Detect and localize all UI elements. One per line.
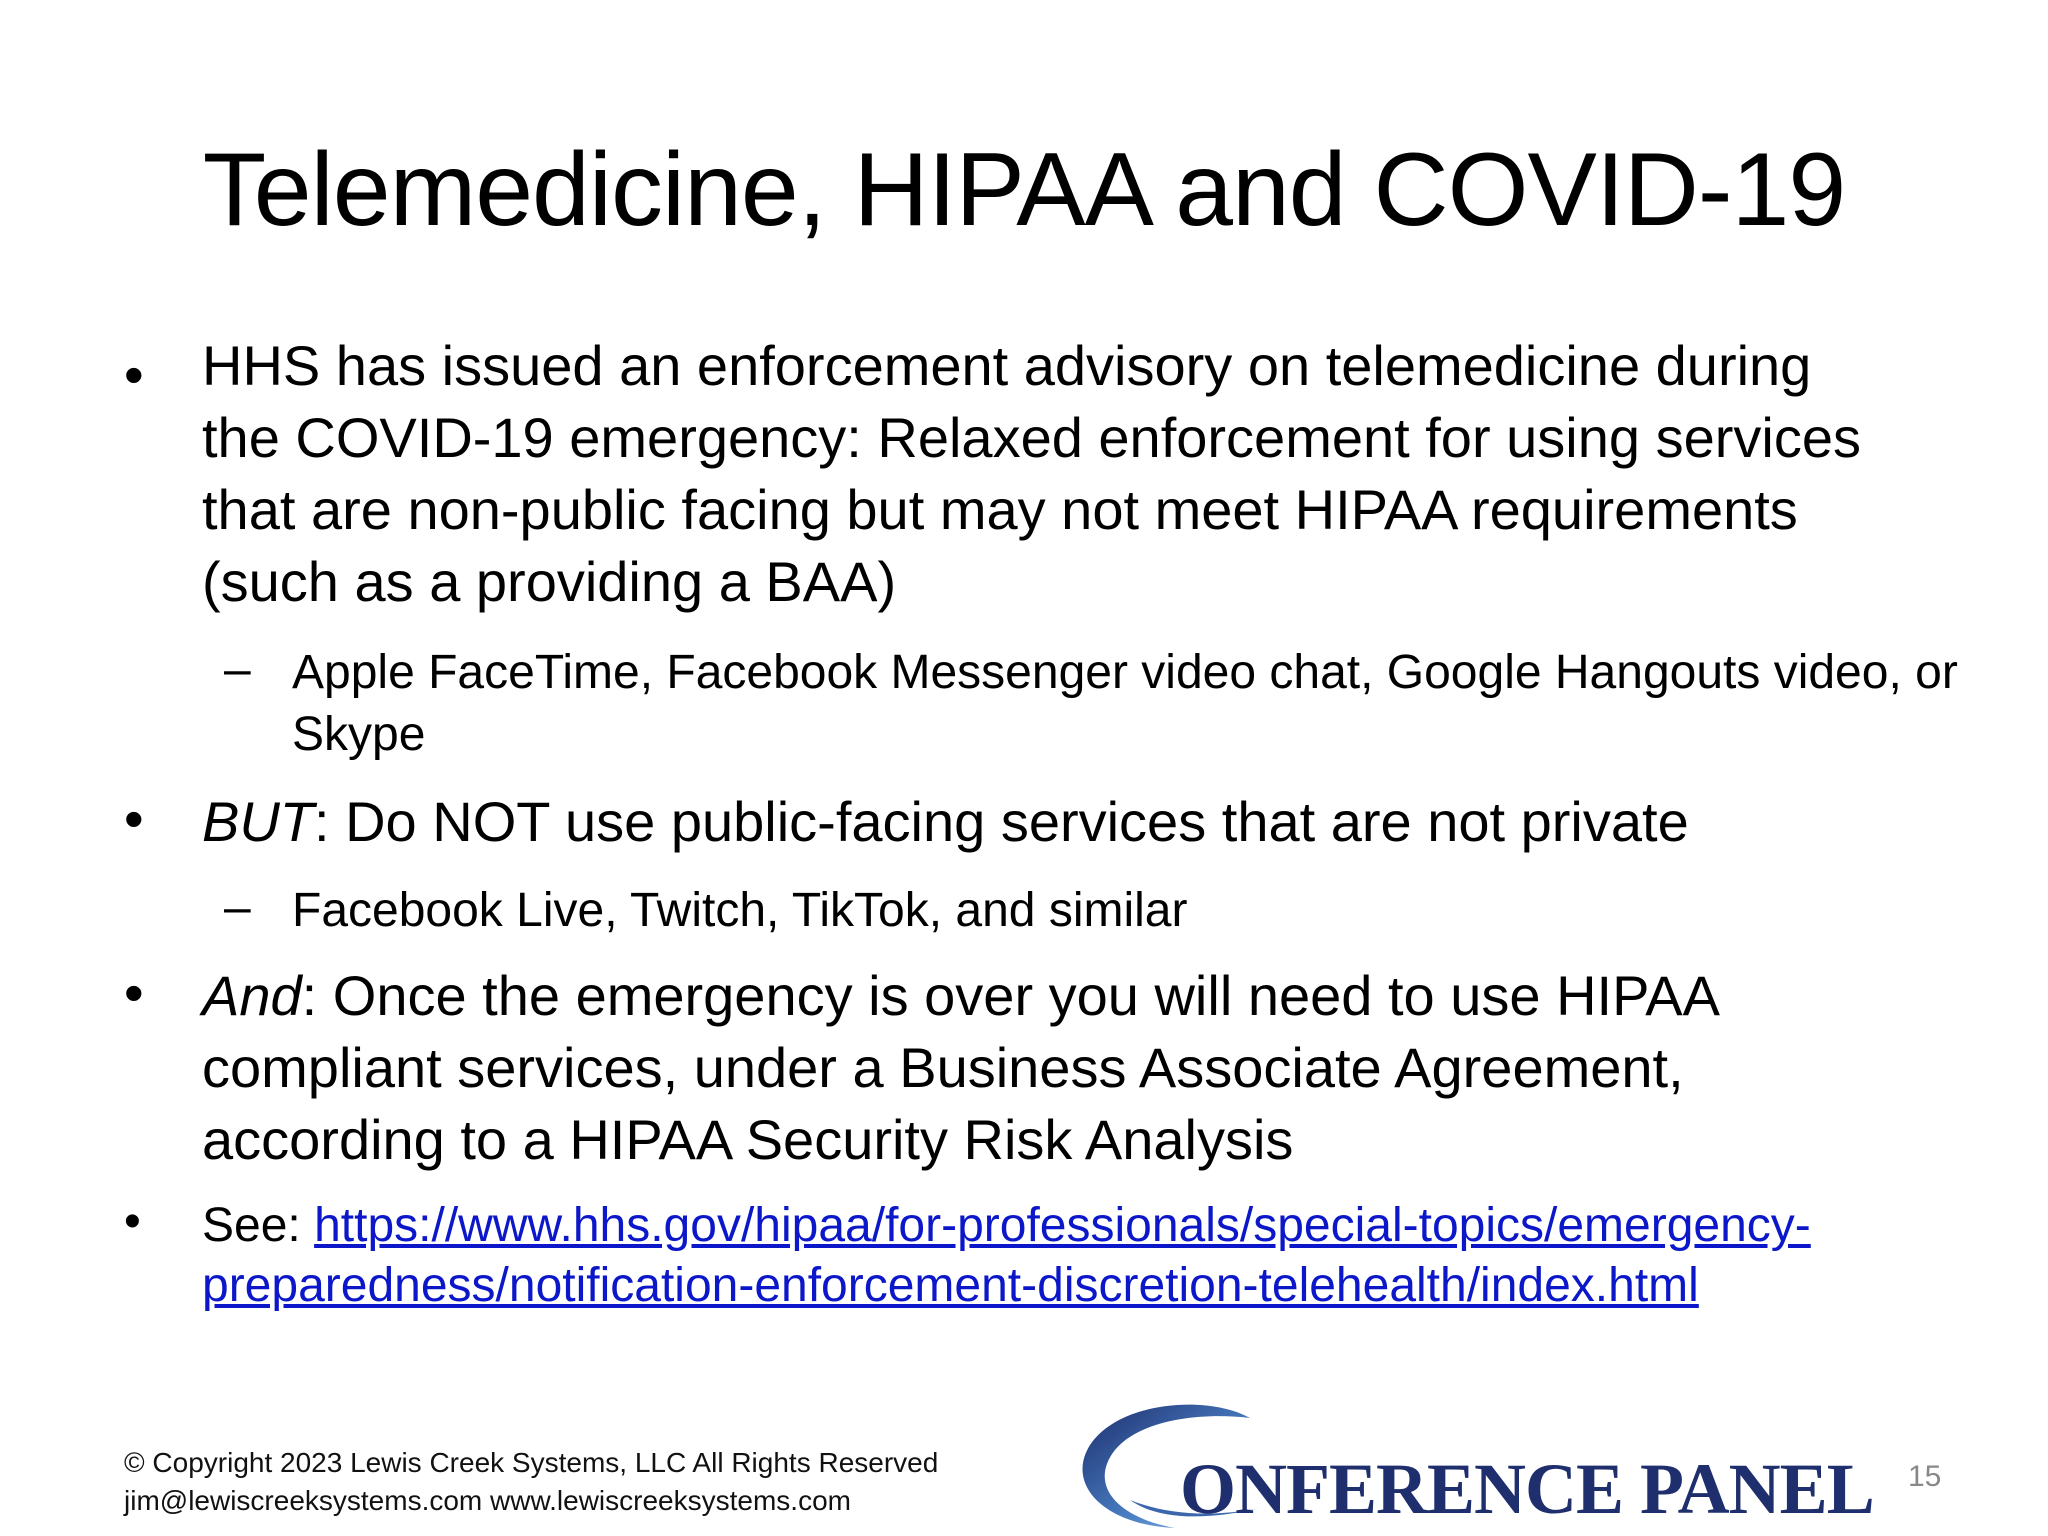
emphasis-text: And bbox=[202, 964, 302, 1027]
bullet-glyph: • bbox=[124, 961, 144, 1024]
hhs-link[interactable]: https://www.hhs.gov/hipaa/for-professionals/special-topics/emergency-preparedness/notification-enforcement-discretion-telehealth/index.html bbox=[202, 1199, 1811, 1312]
bullet-glyph: • bbox=[124, 343, 144, 406]
contact-text: jim@lewiscreeksystems.com www.lewiscreeksystems.com bbox=[124, 1485, 851, 1516]
sub-bullet-text: Facebook Live, Twitch, TikTok, and similar bbox=[292, 884, 1188, 937]
dash-glyph: – bbox=[224, 881, 251, 934]
emphasis-text: BUT bbox=[202, 790, 314, 853]
dash-glyph: – bbox=[224, 643, 251, 696]
see-label: See: bbox=[202, 1199, 315, 1252]
bullet-body: : Once the emergency is over you will need to use HIPAA compliant services, under a Business Associate Agreement, according to a HIPAA Security Risk Analysis bbox=[202, 964, 1717, 1171]
slide-title: Telemedicine, HIPAA and COVID-19 bbox=[202, 132, 1846, 248]
bullet-body: : Do NOT use public-facing services that are not private bbox=[314, 790, 1689, 853]
bullet-text bbox=[202, 786, 1902, 858]
copyright-text: © Copyright 2023 Lewis Creek Systems, LLC All Rights Reserved bbox=[124, 1447, 939, 1478]
bullet-text bbox=[202, 1196, 1942, 1316]
bullet-glyph: • bbox=[124, 1195, 141, 1248]
sub-bullet-text: Apple FaceTime, Facebook Messenger video chat, Google Hangouts video, or Skype bbox=[292, 646, 1958, 761]
page-number: 15 bbox=[1908, 1460, 1942, 1493]
logo-text: ONFERENCE PANEL bbox=[1180, 1449, 1874, 1529]
footer bbox=[124, 1444, 938, 1520]
bullet-text: HHS has issued an enforcement advisory on telemedicine during the COVID-19 emergency: Relaxed enforcement for using services that are non-public facing but may not meet HIPAA requirements (such as a providing a BAA) bbox=[202, 334, 1861, 613]
bullet-glyph: • bbox=[124, 787, 144, 850]
bullet-text bbox=[202, 960, 1902, 1176]
conference-panel-logo bbox=[1060, 1390, 1874, 1530]
